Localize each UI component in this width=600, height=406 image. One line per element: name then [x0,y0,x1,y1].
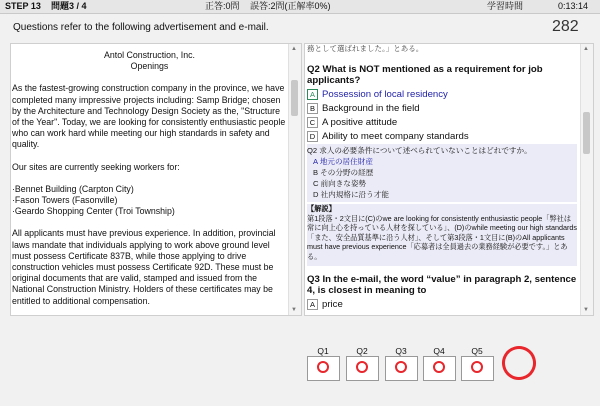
answer-label-q5: Q5 [471,346,483,356]
company-name: Antol Construction, Inc. [104,50,195,60]
question-panel[interactable] [304,43,594,316]
jp-option: A 地元の居住財産 [313,157,373,166]
answer-label-q1: Q1 [317,346,329,356]
q2-option-c[interactable]: C A positive attitude [307,116,577,130]
ad-heading: Openings [130,61,169,72]
q3-option-a[interactable]: A price [307,298,577,312]
result-circle-icon [498,342,540,384]
answer-box-q4[interactable] [423,356,456,381]
study-time-label: 学習時間 [487,1,524,11]
answer-box-q1[interactable] [307,356,340,381]
scroll-up-icon[interactable]: ▲ [583,46,589,52]
scroll-down-icon[interactable]: ▼ [291,307,297,313]
jp-option: D 社内規格に沿う才能 [313,190,389,199]
site-item: ·Geardo Shopping Center (Troi Township) [12,206,175,217]
option-letter: D [307,131,318,142]
scroll-down-icon[interactable]: ▼ [583,307,589,313]
answer-box-q2[interactable] [346,356,379,381]
study-time: 0:13:14 [558,1,589,11]
explanation-text: 第1段落・2文目に(C)のwe are looking for consistently enthusiastic people「弊社は常に向上心を持っている人材を探している」、(D)のwhile meeting our high standards「また、安全品質基準に沿う人材」、そして第3段落・1文目に(B)のAll applicants must have previous experience「応募者は全員過去の業務経験が必要です。」とある。 [307,213,577,261]
advertisement [12,50,287,307]
passage-panel[interactable] [10,43,302,316]
answer-box-q3[interactable] [385,356,418,381]
jp-option: C 前向きな姿勢 [313,179,367,188]
scroll-up-icon[interactable]: ▲ [291,46,297,52]
truncated-text: 務として選ばれました。」とある。 [307,44,424,53]
answer-label-q4: Q4 [433,346,445,356]
circle-mark-icon [471,361,483,373]
explanation-title: 【解説】 [307,204,336,213]
passage-scrollbar[interactable] [288,44,301,315]
answer-label-q2: Q2 [356,346,368,356]
q2-jp-heading: Q2 求人の必要条件について述べられていないことはどれですか。 [307,146,532,155]
problem-counter: 問題3 / 4 [51,1,87,11]
ad-paragraph-1: As the fastest-growing construction company in the province, we have completed many impressive projects including: Samp Bridge; chosen by the Architecture and Technology Design Society as the, "Structure of the Year". Today, we are looking for consistently enthusiastic people who can work hard while meeting our high standards in safety and quality. [12,83,286,150]
site-item: ·Bennet Building (Carpton City) [12,183,134,194]
ad-paragraph-3: All applicants must have previous experience. In addition, provincial laws mandate that individuals applying to work above ground level must possess Certificate 837B, while those applying to drive construction vehicles must possess Certificate 92D. These must be original documents that are valid, stamped and issued from the National Construction Ministry. Holders of these certificates may be entitled to additional compensation. [12,228,276,306]
answer-label-q3: Q3 [395,346,407,356]
circle-mark-icon [433,361,445,373]
circle-mark-icon [317,361,329,373]
circle-mark-icon [356,361,368,373]
instruction-text: Questions refer to the following advertisement and e-mail. [13,22,269,33]
step-label: STEP 13 [5,1,41,11]
q2-translation [307,144,577,202]
site-item: ·Fason Towers (Fasonville) [12,195,118,206]
jp-option: B その分野の経歴 [313,168,374,177]
q2-option-b[interactable]: B Background in the field [307,102,577,116]
scroll-thumb[interactable] [291,80,298,116]
q2-option-d[interactable]: D Ability to meet company standards [307,130,577,144]
question-number: 282 [552,18,579,35]
q2-option-a[interactable]: A Possession of local residency [307,88,577,102]
option-letter: A [307,89,318,100]
wrong-count: 誤答:2問(正解率0%) [250,1,331,11]
status-bar [0,0,600,14]
correct-count: 正答:0問 [205,1,240,11]
question-scrollbar[interactable] [580,44,593,315]
q2-explanation [307,204,577,266]
scroll-thumb[interactable] [583,112,590,154]
option-letter: A [307,299,318,310]
option-letter: C [307,117,318,128]
circle-mark-icon [395,361,407,373]
ad-paragraph-2: Our sites are currently seeking workers for: [12,161,180,172]
answer-box-q5[interactable] [461,356,494,381]
option-letter: B [307,103,318,114]
q2-heading: Q2 What is NOT mentioned as a requirement for job applicants? [307,64,543,86]
q3-heading: Q3 In the e-mail, the word “value” in paragraph 2, sentence 4, is closest in meaning to [307,273,577,296]
